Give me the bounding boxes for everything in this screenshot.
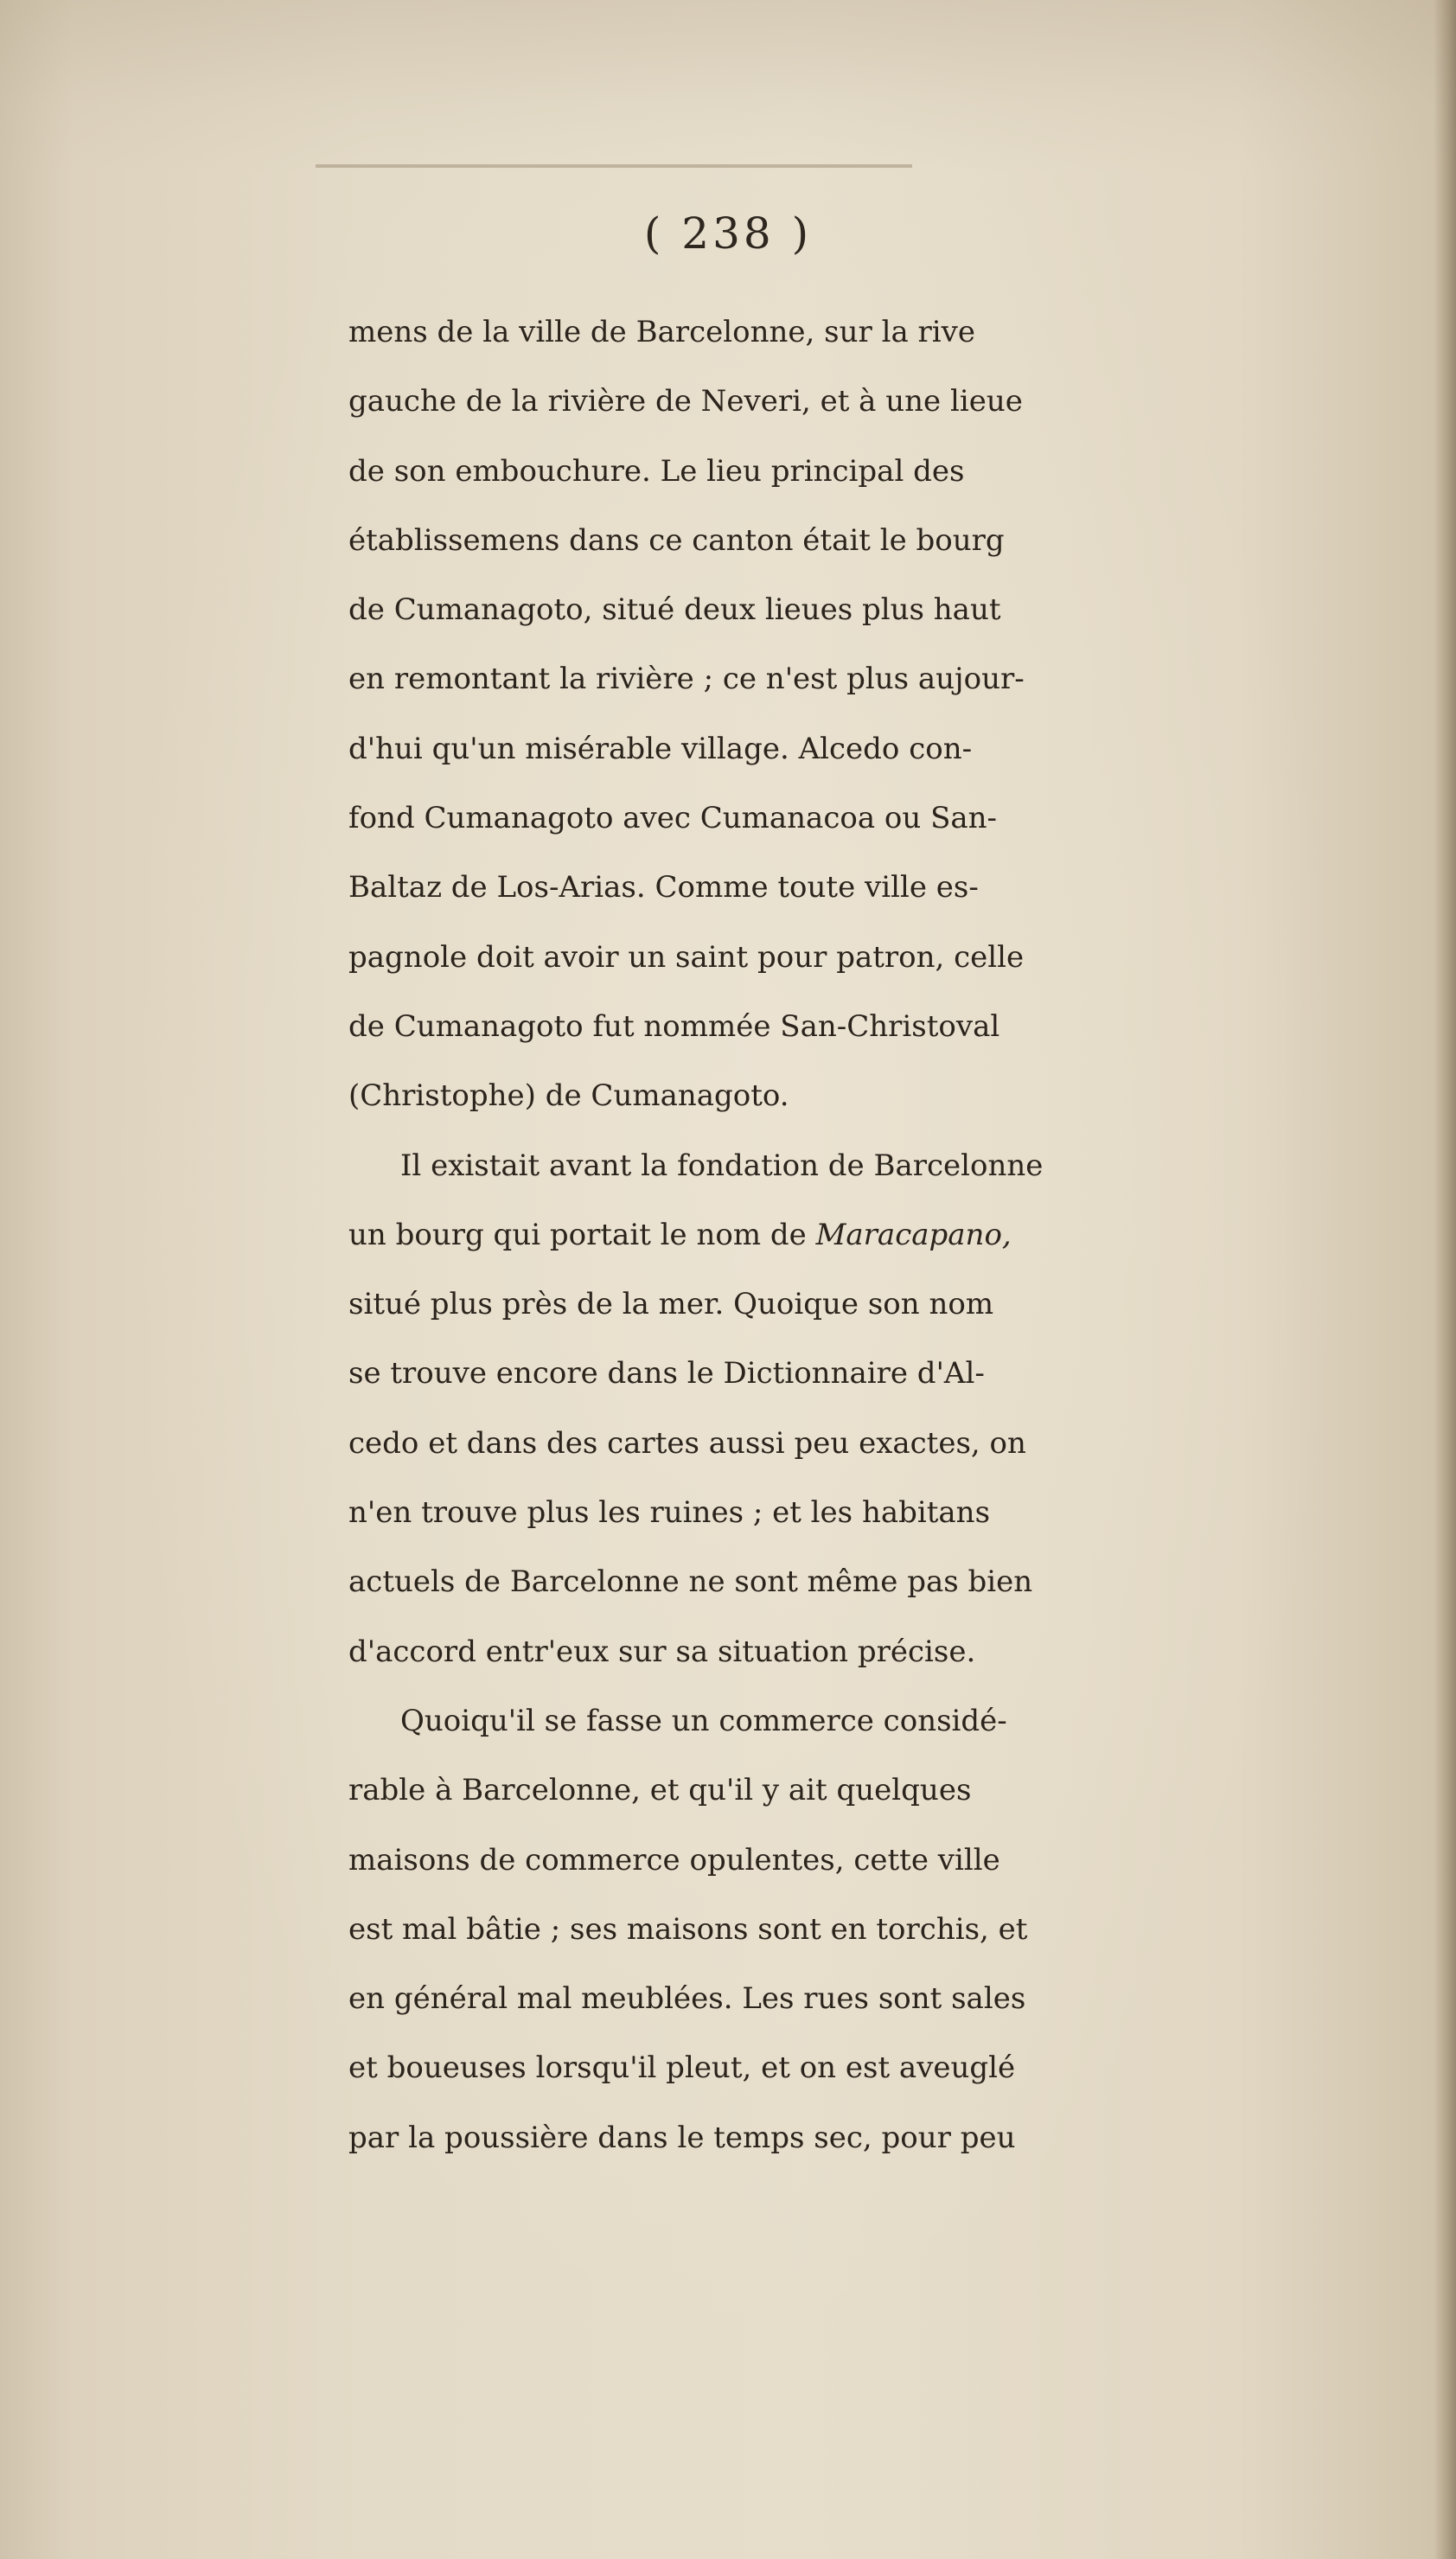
text-line: d'hui qu'un misérable village. Alcedo con- [348, 731, 973, 766]
text-line: fond Cumanagoto avec Cumanacoa ou San- [348, 801, 998, 836]
text-line: de Cumanagoto, situé deux lieues plus haut [348, 592, 1001, 628]
text-line: en remontant la rivière ; ce n'est plus aujour- [348, 662, 1025, 697]
text-line: rable à Barcelonne, et qu'il y ait quelques [348, 1773, 972, 1808]
text-segment: un bourg qui portait le nom de [348, 1217, 816, 1252]
text-line: pagnole doit avoir un saint pour patron, celle [348, 939, 1025, 975]
body-text [348, 297, 1403, 2172]
text-line: n'en trouve plus les ruines ; et les habitans [348, 1495, 991, 1531]
page-edge-shadow [1434, 0, 1456, 2559]
text-line: (Christophe) de Cumanagoto. [348, 1078, 789, 1114]
text-line: situé plus près de la mer. Quoique son nom [348, 1287, 994, 1322]
text-line: se trouve encore dans le Dictionnaire d'Al- [348, 1356, 985, 1391]
text-line: actuels de Barcelonne ne sont même pas bien [348, 1564, 1033, 1600]
text-line: d'accord entr'eux sur sa situation précise. [348, 1634, 976, 1669]
text-line: mens de la ville de Barcelonne, sur la rive [348, 315, 975, 349]
paragraph-start-line: Il existait avant la fondation de Barcelonne [400, 1148, 1044, 1183]
page-top-shadow [0, 0, 1456, 173]
text-line: Baltaz de Los-Arias. Comme toute ville es- [348, 870, 979, 905]
text-line-with-italic [348, 1200, 1403, 1270]
page-number: ( 238 ) [643, 208, 813, 259]
text-line: gauche de la rivière de Neveri, et à une lieue [348, 384, 1023, 419]
header-rule [316, 164, 912, 168]
text-line: est mal bâtie ; ses maisons sont en torchis, et [348, 1911, 1028, 1947]
paragraph-start-line: Quoiqu'il se fasse un commerce considé- [400, 1703, 1007, 1738]
text-line: en général mal meublées. Les rues sont sales [348, 1981, 1026, 2017]
text-line: maisons de commerce opulentes, cette ville [348, 1842, 1000, 1878]
text-line: et boueuses lorsqu'il pleut, et on est aveuglé [348, 2050, 1016, 2086]
text-line: par la poussière dans le temps sec, pour peu [348, 2120, 1016, 2155]
text-line: établissemens dans ce canton était le bourg [348, 522, 1005, 558]
text-line: cedo et dans des cartes aussi peu exactes, on [348, 1425, 1026, 1461]
text-line: de son embouchure. Le lieu principal des [348, 453, 965, 489]
text-line: de Cumanagoto fut nommée San-Christoval [348, 1008, 1000, 1044]
place-name-italic: Maracapano, [815, 1217, 1012, 1252]
